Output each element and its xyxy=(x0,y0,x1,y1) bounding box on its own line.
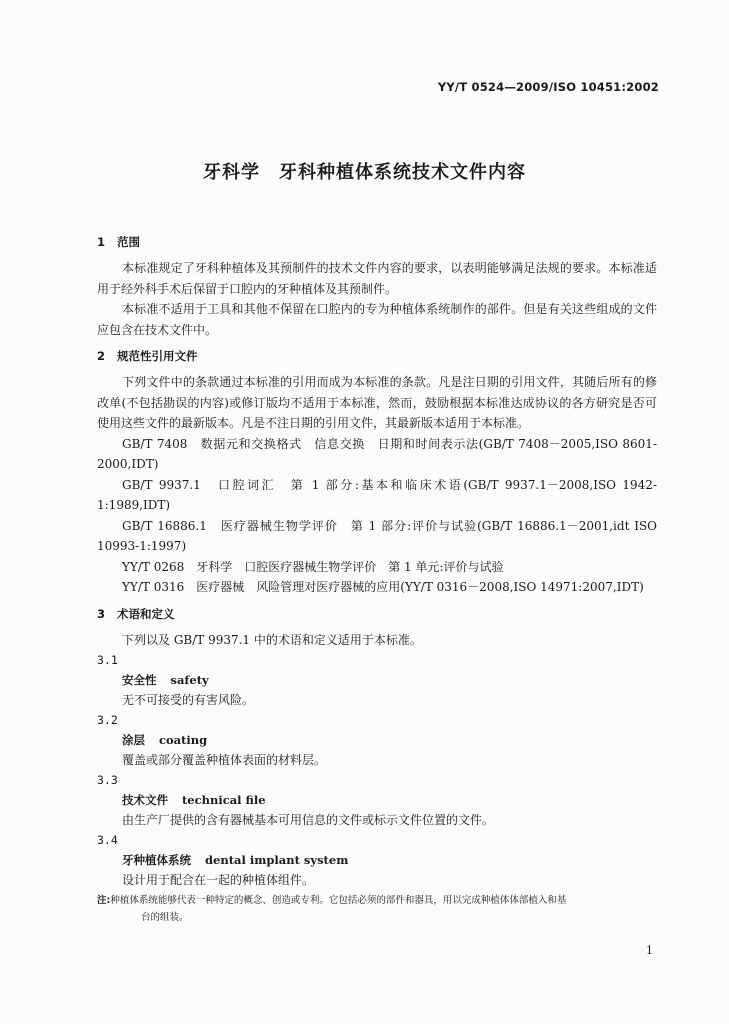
term-number: 3.4 xyxy=(97,833,118,847)
term-name xyxy=(97,670,657,690)
term-en: dental implant system xyxy=(205,853,349,867)
term-zh: 技术文件 xyxy=(122,793,168,807)
paragraph: 本标准不适用于工具和其他不保留在口腔内的专为种植体系统制作的部件。但是有关这些组成的文件应包含在技术文件中。 xyxy=(97,302,657,337)
paragraph: 本标准规定了牙科种植体及其预制件的技术文件内容的要求，以表明能够满足法规的要求。本标准适用于经外科手术后保留于口腔内的牙种植体及其预制件。 xyxy=(97,261,657,296)
term-definition: 设计用于配合在一起的种植体组件。 xyxy=(122,873,315,887)
term-definition: 由生产厂提供的含有器械基本可用信息的文件或标示文件位置的文件。 xyxy=(122,813,495,827)
section-title: 范围 xyxy=(117,235,140,249)
reference-item: GB/T 16886.1 医疗器械生物学评价 第 1 部分:评价与试验(GB/T 16886.1－2001,idt ISO 10993-1:1997) xyxy=(97,518,657,553)
section-heading-terms-definitions xyxy=(97,604,657,624)
term-entry xyxy=(97,830,657,890)
term-en: coating xyxy=(159,733,208,747)
term-en: safety xyxy=(170,673,209,687)
section-number: 3 xyxy=(97,606,106,621)
reference-item: YY/T 0316 医疗器械 风险管理对医疗器械的应用(YY/T 0316－2008,ISO 14971:2007,IDT) xyxy=(122,580,644,594)
section-heading-scope xyxy=(97,232,657,252)
term-definition: 无不可接受的有害风险。 xyxy=(122,693,255,707)
reference-item: YY/T 0268 牙科学 口腔医疗器械生物学评价 第 1 单元:评价与试验 xyxy=(122,559,504,574)
paragraph: 下列文件中的条款通过本标准的引用而成为本标准的条款。凡是注日期的引用文件，其随后所有的修改单(不包括勘误的内容)或修订版均不适用于本标准，然而，鼓励根据本标准达成协议的各方研究是否可使用这些文件的最新版本。凡是不注日期的引用文件，其最新版本适用于本标准。 xyxy=(97,375,657,430)
note-text: 种植体系统能够代表一种特定的概念、创造或专利。它包括必须的部件和器具，用以完成种植体体部植入和基 xyxy=(110,895,567,906)
note-label: 注: xyxy=(97,895,111,906)
term-number: 3.3 xyxy=(97,773,118,787)
term-zh: 安全性 xyxy=(122,673,157,687)
term-definition: 覆盖或部分覆盖种植体表面的材料层。 xyxy=(122,753,327,767)
term-note xyxy=(97,892,657,926)
term-entry xyxy=(97,650,657,710)
standard-identifier: YY/T 0524—2009/ISO 10451:2002 xyxy=(437,80,659,94)
section-number: 1 xyxy=(97,235,106,249)
term-name xyxy=(97,790,657,810)
term-zh: 涂层 xyxy=(122,733,145,747)
reference-item: GB/T 7408 数据元和交换格式 信息交换 日期和时间表示法(GB/T 7408－2005,ISO 8601-2000,IDT) xyxy=(97,436,657,471)
paragraph: 下列以及 GB/T 9937.1 中的术语和定义适用于本标准。 xyxy=(122,632,422,647)
term-number: 3.1 xyxy=(97,653,118,667)
term-zh: 牙种植体系统 xyxy=(122,853,191,867)
page-number: 1 xyxy=(646,944,653,957)
term-number: 3.2 xyxy=(97,713,118,727)
section-heading-normative-references xyxy=(97,346,657,366)
term-entry xyxy=(97,710,657,770)
note-continuation: 台的组装。 xyxy=(141,912,189,923)
section-number: 2 xyxy=(97,349,106,363)
term-name xyxy=(97,730,657,750)
section-title: 规范性引用文件 xyxy=(117,349,198,363)
reference-item: GB/T 9937.1 口腔词汇 第 1 部分:基本和临床术语(GB/T 9937.1－2008,ISO 1942-1:1989,IDT) xyxy=(97,477,657,512)
section-title: 术语和定义 xyxy=(117,606,175,621)
document-title: 牙科学 牙科种植体系统技术文件内容 xyxy=(203,162,526,183)
document-body xyxy=(97,232,657,926)
term-entry xyxy=(97,770,657,830)
term-name xyxy=(97,850,657,870)
term-en: technical file xyxy=(182,793,266,807)
